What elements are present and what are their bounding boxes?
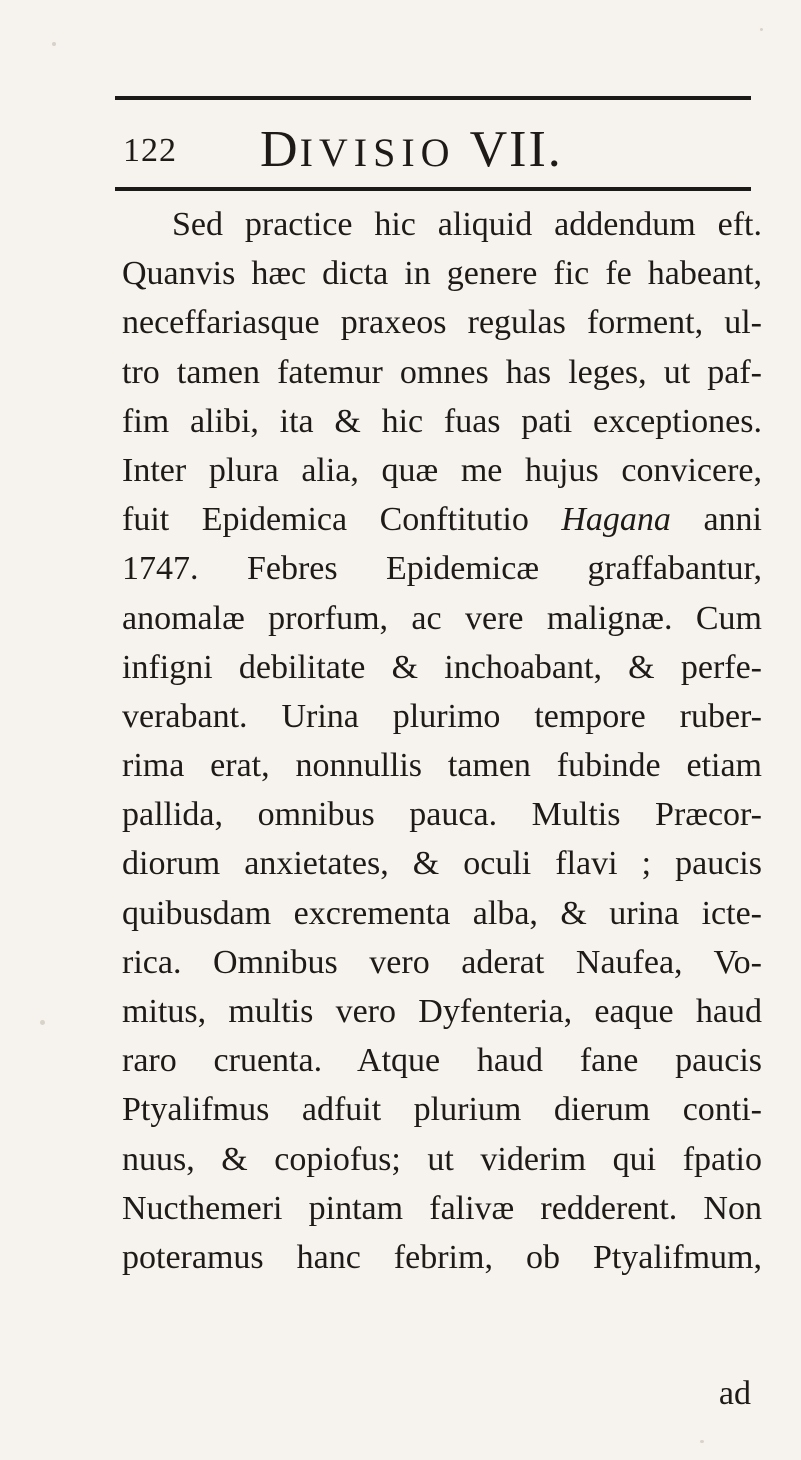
text-line: infigni debilitate & inchoabant, & perfe- — [122, 648, 762, 686]
text-line: fim alibi, ita & hic fuas pati exceptiones. — [122, 402, 762, 440]
section-label: IVISIO — [299, 130, 456, 175]
catchword: ad — [718, 1375, 751, 1412]
paper-speck — [760, 28, 763, 31]
text-line-with-italic — [122, 495, 762, 544]
paper-speck — [700, 1440, 704, 1443]
text-line: mitus, multis vero Dyfenteria, eaque haud — [122, 993, 762, 1030]
text-line: verabant. Urina plurimo tempore ruber- — [122, 697, 762, 735]
text-line: Sed practice hic aliquid addendum eft. — [172, 206, 762, 243]
text-line: Nucthemeri pintam falivæ redderent. Non — [122, 1189, 762, 1227]
section-title — [260, 120, 563, 179]
italic-place-name: Hagana — [561, 501, 671, 539]
text-line: diorum anxietates, & oculi flavi ; paucis — [122, 845, 762, 883]
text-line: rima erat, nonnullis tamen fubinde etiam — [122, 747, 762, 785]
body-text — [122, 200, 762, 1282]
text-line: poteramus hanc febrim, ob Ptyalifmum, — [122, 1238, 762, 1276]
text-line: quibusdam excrementa alba, & urina icte- — [122, 894, 762, 932]
paper-speck — [40, 1020, 45, 1025]
header-rule-top — [115, 96, 751, 100]
text-segment: anni — [703, 501, 762, 539]
running-head — [115, 118, 751, 178]
text-line: Inter plura alia, quæ me hujus convicere, — [122, 451, 762, 489]
text-line: raro cruenta. Atque haud fane paucis — [122, 1042, 762, 1080]
text-line: Quanvis hæc dicta in genere fic fe habeant, — [122, 255, 762, 293]
text-line: rica. Omnibus vero aderat Naufea, Vo- — [122, 943, 762, 981]
page-number: 122 — [123, 132, 177, 169]
text-line: Ptyalifmus adfuit plurium dierum conti- — [122, 1091, 762, 1129]
header-rule-bottom — [115, 187, 751, 191]
paper-speck — [52, 42, 56, 46]
section-initial: D — [260, 121, 300, 178]
section-number: VII. — [469, 121, 563, 178]
text-line: anomalæ prorfum, ac vere malignæ. Cum — [122, 599, 762, 637]
text-line: nuus, & copiofus; ut viderim qui fpatio — [122, 1140, 762, 1178]
text-line: tro tamen fatemur omnes has leges, ut paf- — [122, 353, 762, 391]
text-line: 1747. Febres Epidemicæ graffabantur, — [122, 550, 762, 588]
text-line: neceffariasque praxeos regulas forment, ul- — [122, 304, 762, 342]
text-segment: fuit Epidemica Conftitutio — [122, 501, 529, 539]
text-line: pallida, omnibus pauca. Multis Præcor- — [122, 796, 762, 834]
